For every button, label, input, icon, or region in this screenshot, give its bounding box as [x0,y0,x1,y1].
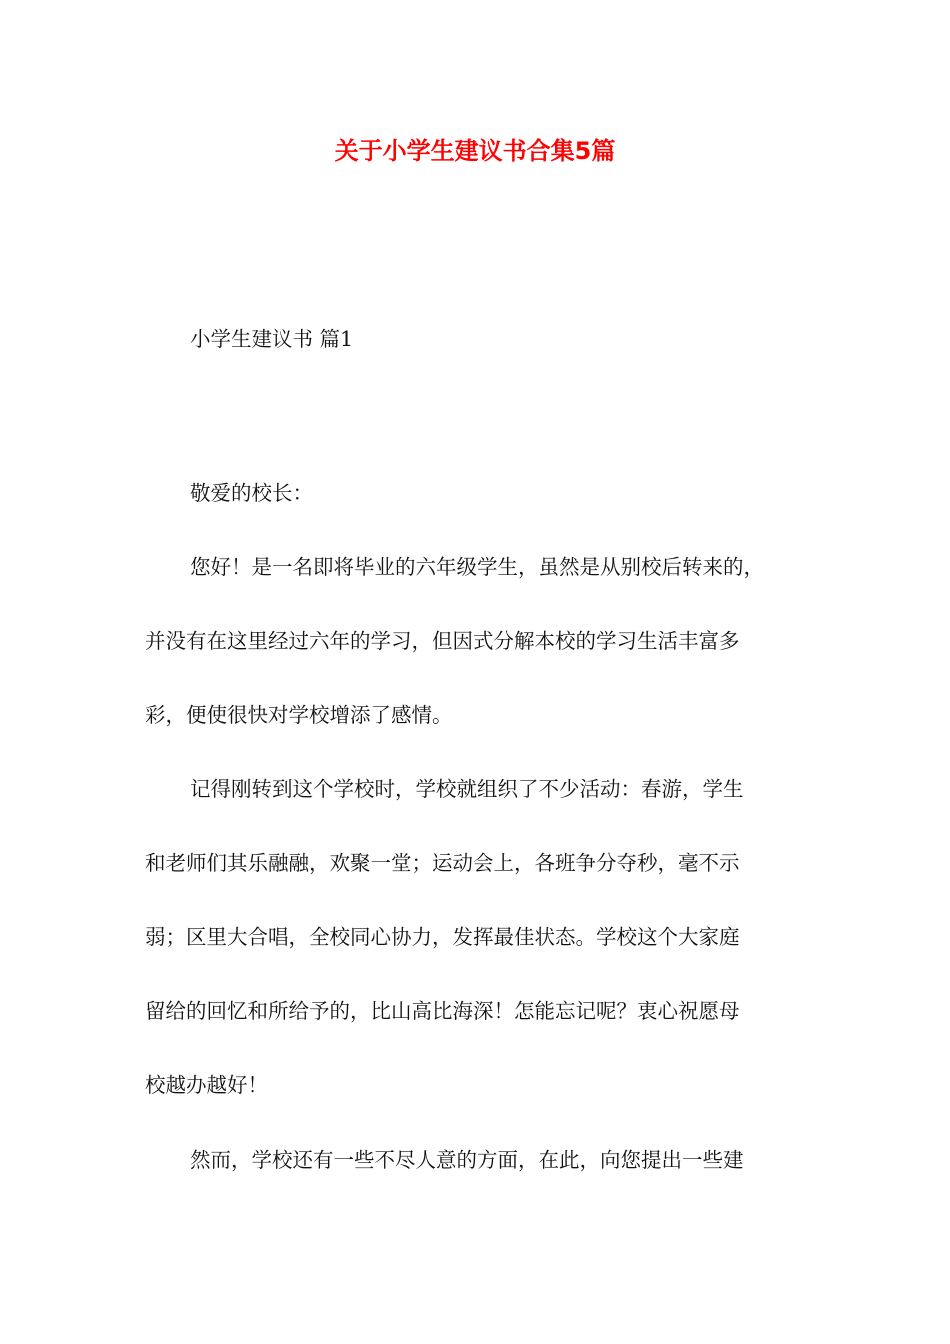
salutation-line: 敬爱的校长： [190,481,313,505]
document-title: 关于小学生建议书合集5篇 [334,137,616,165]
paragraph-line: 并没有在这里经过六年的学习，但因式分解本校的学习生活丰富多 [145,629,740,653]
paragraph-line: 然而，学校还有一些不尽人意的方面，在此，向您提出一些建 [190,1148,744,1172]
paragraph-line: 和老师们其乐融融，欢聚一堂；运动会上，各班争分夺秒，毫不示 [145,851,740,875]
section-heading: 小学生建议书 篇1 [190,327,354,351]
paragraph-line: 您好！是一名即将毕业的六年级学生，虽然是从别校后转来的， [190,555,764,579]
paragraph-line: 留给的回忆和所给予的，比山高比海深！怎能忘记呢？衷心祝愿母 [145,999,740,1023]
paragraph-line: 彩，便使很快对学校增添了感情。 [145,703,453,727]
paragraph-line: 校越办越好！ [145,1073,268,1097]
paragraph-line: 弱；区里大合唱，全校同心协力，发挥最佳状态。学校这个大家庭 [145,925,740,949]
paragraph-line: 记得刚转到这个学校时，学校就组织了不少活动：春游，学生 [190,777,744,801]
